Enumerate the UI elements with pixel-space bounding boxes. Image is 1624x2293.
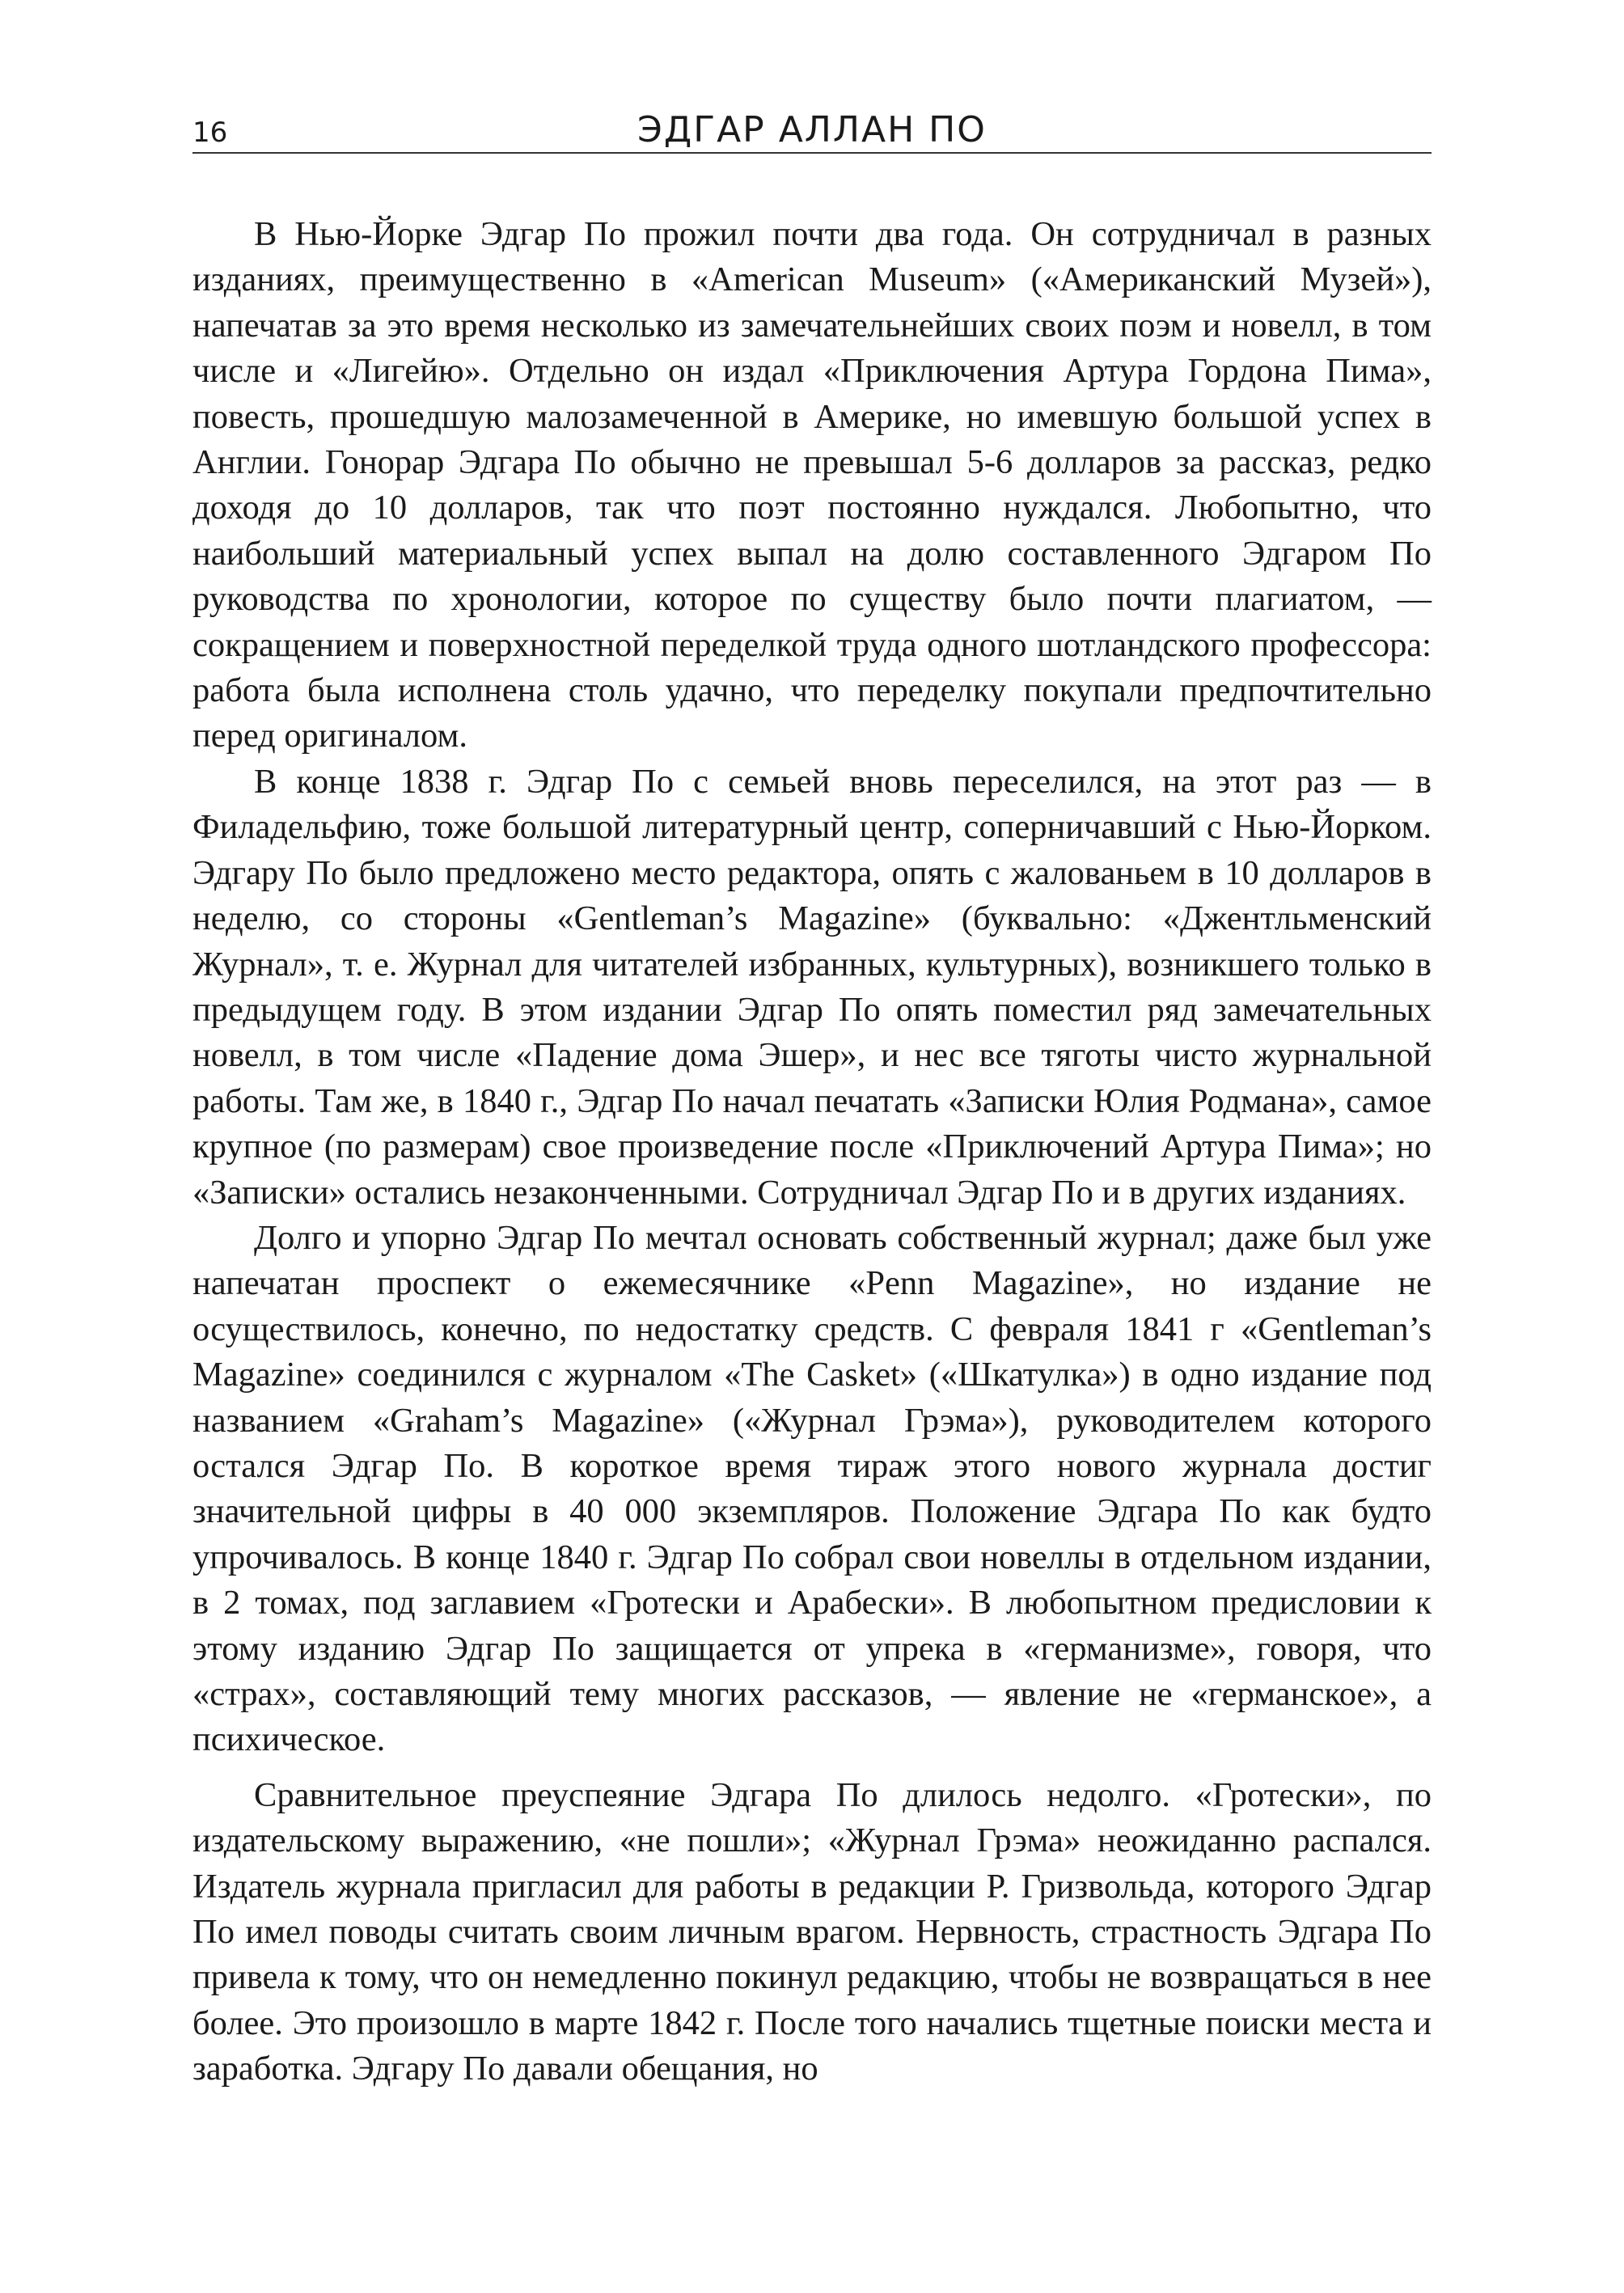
running-title: ЭДГАР АЛЛАН ПО — [637, 109, 987, 150]
main-text — [192, 212, 1432, 2092]
paragraph: Долго и упорно Эдгар По мечтал основать собственный журнал; даже был уже напечатан проспект о ежемесячнике «Penn Magazine», но издание не осуществилось, конечно, по недостатку средств. С февраля 1841 г «Gentleman’s Magazine» соединился с журналом «The Casket» («Шкатулка») в одно издание под названием «Graham’s Magazine» («Журнал Грэма»), руководителем которого остался Эдгар По. В короткое время тираж этого нового журнала достиг значительной цифры в 40 000 экземпляров. Положение Эдгара По как будто упрочивалось. В конце 1840 г. Эдгар По собрал свои новеллы в отдельном издании, в 2 томах, под заглавием «Гротески и Арабески». В любопытном предисловии к этому изданию Эдгар По защищается от упрека в «германизме», говоря, что «страх», составляющий тему многих рассказов, — явление не «германское», а психическое. — [192, 1218, 1432, 1759]
page-number: 16 — [192, 116, 228, 149]
paragraph: В Нью-Йорке Эдгар По прожил почти два года. Он сотрудничал в разных изданиях, преимущественно в «American Museum» («Американский Музей»), напечатав за это время несколько из замечательнейших своих поэм и новелл, в том числе и «Лигейю». Отдельно он издал «Приключения Артура Гордона Пима», повесть, прошедшую малозамеченной в Америке, но имевшую большой успех в Англии. Гонорар Эдгара По обычно не превышал 5-6 долларов за рассказ, редко доходя до 10 долларов, так что поэт постоянно нуждался. Любопытно, что наибольший материальный успех выпал на долю составленного Эдгаром По руководства по хронологии, которое по существу было почти плагиатом, — сокращением и поверхностной переделкой труда одного шотландского профессора: работа была исполнена столь удачно, что переделку покупали предпочтительно перед оригиналом. — [192, 215, 1432, 755]
page-header — [192, 95, 1432, 154]
paragraph: Сравнительное преуспеяние Эдгара По длилось недолго. «Гротески», по издательскому выражению, «не пошли»; «Журнал Грэма» неожиданно распался. Издатель журнала пригласил для работы в редакции Р. Гризвольда, которого Эдгар По имел поводы считать своим личным врагом. Нервность, страстность Эдгара По привела к тому, что он немедленно покинул редакцию, чтобы не возвращаться в нее более. Это произошло в марте 1842 г. После того начались тщетные поиски места и заработка. Эдгару По давали обещания, но — [192, 1775, 1432, 2088]
paragraph: В конце 1838 г. Эдгар По с семьей вновь переселился, на этот раз — в Филадельфию, тоже большой литературный центр, соперничавший с Нью-Йорком. Эдгару По было предложено место редактора, опять с жалованьем в 10 долларов в неделю, со стороны «Gentleman’s Magazine» (буквально: «Джентльменский Журнал», т. е. Журнал для читателей избранных, культурных), возникшего только в предыдущем году. В этом издании Эдгар По опять поместил ряд замечательных новелл, в том числе «Падение дома Эшер», и нес все тяготы чисто журнальной работы. Там же, в 1840 г., Эдгар По начал печатать «Записки Юлия Родмана», самое крупное (по размерам) свое произведение после «Приключений Артура Пима»; но «Записки» остались незаконченными. Сотрудничал Эдгар По и в других изданиях. — [192, 762, 1432, 1212]
